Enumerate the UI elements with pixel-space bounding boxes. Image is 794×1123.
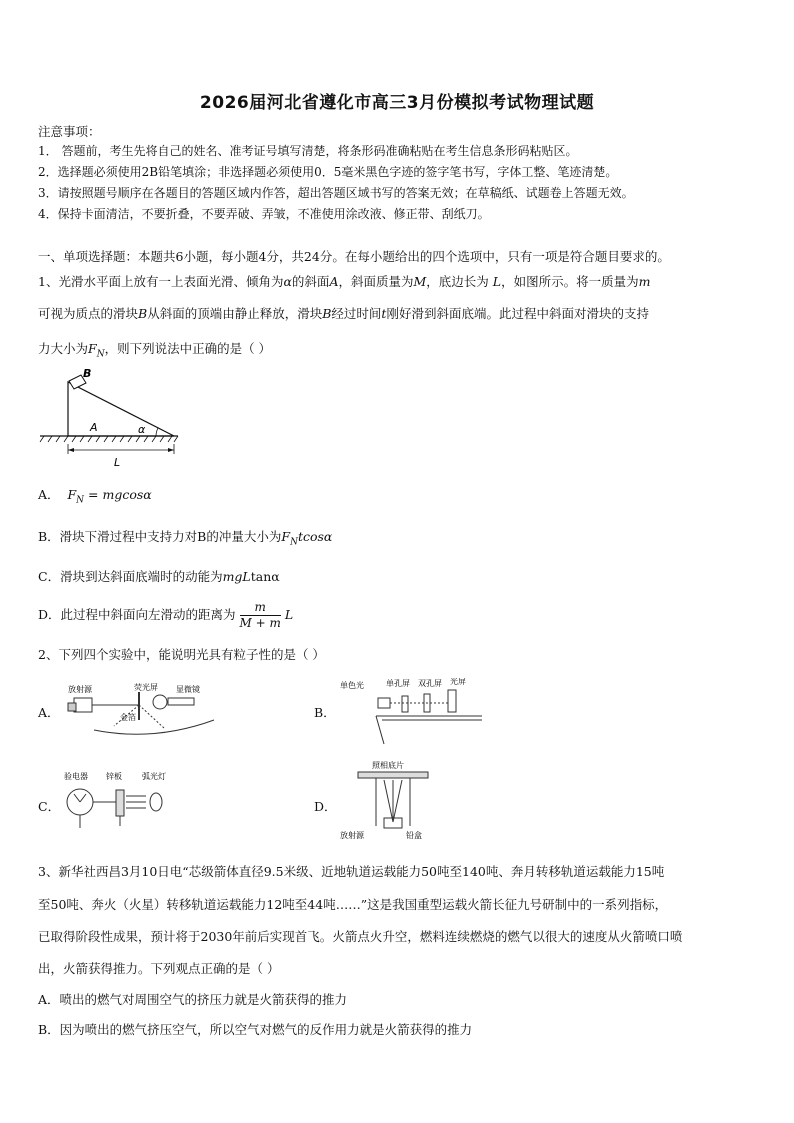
fig-d-label: 放射源 xyxy=(340,831,364,840)
fig-b-label: 光屏 xyxy=(450,678,466,686)
fig-b-label: 单孔屏 xyxy=(386,679,410,688)
fig-b-label: 双孔屏 xyxy=(418,679,442,688)
label-a: A xyxy=(90,421,98,434)
q2-option-a[interactable]: A． xyxy=(38,705,60,720)
fig-d-label: 照相底片 xyxy=(372,761,404,770)
q2-fig-c-photoelectric xyxy=(62,770,212,838)
note-item: 4．保持卡面清洁，不要折叠，不要弄破、弄皱，不准使用涂改液、修正带、刮纸刀。 xyxy=(38,207,490,221)
q1-stem-line1: 1、光滑水平面上放有一上表面光滑、倾角为α的斜面A，斜面质量为M，底边长为 L，如图所示。将一质量为m xyxy=(38,274,651,289)
q1-stem-line2: 可视为质点的滑块B从斜面的顶端由静止释放，滑块B经过时间t刚好滑到斜面底端。此过程中斜面对滑块的支持 xyxy=(38,306,649,321)
q2-option-b[interactable]: B． xyxy=(314,705,336,720)
note-item: 2．选择题必须使用2B铅笔填涂；非选择题必须使用0．5毫米黑色字迹的签字笔书写，字体工整、笔迹清楚。 xyxy=(38,165,618,179)
fig-c-label: 验电器 xyxy=(64,772,88,781)
label-b: B xyxy=(83,368,92,380)
fig-a-label: 荧光屏 xyxy=(134,683,158,692)
q3-stem-line1: 3、新华社西昌3月10日电“芯级箭体直径9.5米级、近地轨道运载能力50吨至140吨、奔月转移轨道运载能力15吨 xyxy=(38,864,665,879)
q2-fig-d-radiation xyxy=(338,760,448,842)
q2-fig-b-double-slit xyxy=(336,678,486,748)
note-item: 3．请按照题号顺序在各题目的答题区域内作答，超出答题区域书写的答案无效；在草稿纸、试题卷上答题无效。 xyxy=(38,186,634,200)
fraction: $\frac{m}{M + m}$ xyxy=(239,600,281,630)
page-title: 2026届河北省遵化市高三3月份模拟考试物理试题 xyxy=(199,93,595,113)
fig-d-label: 铅盒 xyxy=(406,831,422,840)
q2-option-d[interactable]: D． xyxy=(314,799,337,814)
q2-option-c[interactable]: C． xyxy=(38,799,61,814)
label-alpha: α xyxy=(138,423,146,436)
fig-a-label: 放射源 xyxy=(68,685,92,694)
q2-stem: 2、下列四个实验中，能说明光具有粒子性的是（ ） xyxy=(38,647,325,662)
fig-a-label: 显微镜 xyxy=(176,685,200,694)
section-heading: 一、单项选择题：本题共6小题，每小题4分，共24分。在每小题给出的四个选项中，只有一项是符合题目要求的。 xyxy=(38,249,670,264)
fig-b-label: 单色光 xyxy=(340,681,364,690)
fig-c-label: 锌板 xyxy=(106,772,122,781)
q1-option-d[interactable]: D．此过程中斜面向左滑动的距离为 $\frac{m}{M + m}$ L xyxy=(38,600,294,630)
q3-stem-line4: 出，火箭获得推力。下列观点正确的是（ ） xyxy=(38,961,280,976)
label-l: L xyxy=(114,456,121,469)
incline-shape xyxy=(68,382,174,436)
fig-a-label: 金箔 xyxy=(120,713,136,722)
note-item: 1． 答题前，考生先将自己的姓名、准考证号填写清楚，将条形码准确粘贴在考生信息条形码粘贴区。 xyxy=(38,144,578,158)
q3-stem-line2: 至50吨、奔火（火星）转移轨道运载能力12吨至44吨……”这是我国重型运载火箭长征九号研制中的一系列指标， xyxy=(38,897,668,912)
q1-option-a[interactable]: A． $F_N = mgcos\alpha$ xyxy=(38,487,152,506)
q3-option-b[interactable]: B．因为喷出的燃气挤压空气，所以空气对燃气的反作用力就是火箭获得的推力 xyxy=(38,1022,473,1037)
q1-option-b[interactable]: B．滑块下滑过程中支持力对B的冲量大小为$F_Ntcos\alpha$ xyxy=(38,529,333,548)
q3-option-a[interactable]: A．喷出的燃气对周围空气的挤压力就是火箭获得的推力 xyxy=(38,992,348,1007)
fig-c-label: 弧光灯 xyxy=(142,772,166,781)
q1-stem-line3: 力大小为$F_N$，则下列说法中正确的是（ ） xyxy=(38,341,272,360)
q1-incline-figure xyxy=(38,368,188,473)
q2-fig-a-alpha-scattering xyxy=(64,680,224,742)
q3-stem-line3: 已取得阶段性成果，预计将于2030年前后实现首飞。火箭点火升空，燃料连续燃烧的燃气以很大的速度从火箭喷口喷 xyxy=(38,929,683,944)
q1-option-c[interactable]: C．滑块到达斜面底端时的动能为mgLtanα xyxy=(38,569,280,584)
notes-heading: 注意事项： xyxy=(38,124,101,139)
